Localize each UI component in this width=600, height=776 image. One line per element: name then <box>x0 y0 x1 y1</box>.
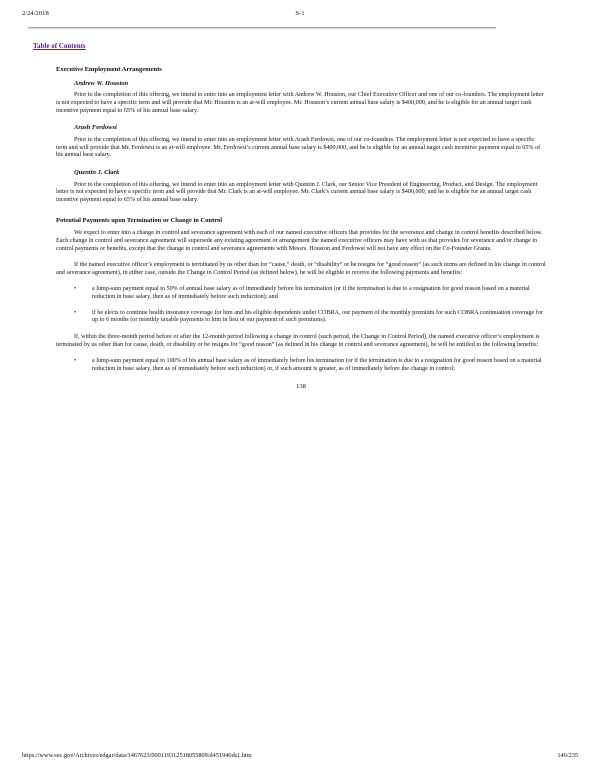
print-header <box>22 10 578 22</box>
bullet-icon: • <box>74 309 77 316</box>
print-date: 2/24/2018 <box>22 10 49 17</box>
bullet-icon: • <box>74 286 77 293</box>
list-item <box>56 310 546 325</box>
table-of-contents-link[interactable]: Table of Contents <box>33 42 86 50</box>
document-body <box>56 66 546 390</box>
print-footer <box>22 752 578 762</box>
header-divider <box>28 27 496 29</box>
paragraph-outside-period: If the named executive officer’s employment is terminated by us other than for “cause,” death, or “disability” or he resigns for “good reason” (as such terms are defined in his change in control and severance agreement), in either case, outside the Change in Control Period (as defined below), he will be eligible to receive the following payments and benefits: <box>56 262 546 276</box>
subheading-clark: Quentin J. Clark <box>74 168 120 176</box>
print-title: S-1 <box>295 10 305 17</box>
subheading-houston: Andrew W. Houston <box>74 79 129 87</box>
print-page-count: 146/235 <box>557 752 578 759</box>
paragraph-houston: Prior to the completion of this offering, we intend to enter into an employment letter with Andrew W. Houston, our Chief Executive Officer and one of our co-founders. The employment letter is not expected to have a specific term and will provide that Mr. Houston is an at-will employee. Mr. Houston’s current annual base salary is $400,000, and he is eligible for an annual target cash incentive payment equal to 65% of his annual base salary. <box>56 92 544 114</box>
section-heading-executive-employment: Executive Employment Arrangements <box>56 66 162 73</box>
list-item <box>56 358 546 373</box>
list-item-text: if he elects to continue health insurance coverage for him and his eligible dependents under COBRA, our payment of the monthly premium for such COBRA continuation coverage for up to 6 months (or monthly taxable payments to him in lieu of our payment of such premiums). <box>92 309 543 324</box>
bullet-list-within-period <box>56 358 546 373</box>
bullet-list-outside-period <box>56 286 546 325</box>
subheading-ferdowsi: Arash Ferdowsi <box>74 124 117 132</box>
paragraph-ferdowsi: Prior to the completion of this offering, we intend to enter into an employment letter with Arash Ferdowsi, one of our co-founders. The employment letter is not expected to have a specific term and will provide that Mr. Ferdowsi is an at-will employee. Mr. Ferdowsi’s current annual base salary is $400,000, and he is eligible for an annual target cash incentive payment equal to 65% of his annual base salary. <box>56 136 541 159</box>
paragraph-within-period: If, within the three-month period before or after the 12-month period following a change in control (such period, the Change in Control Period), the named executive officer’s employment is terminated by us other than for cause, death, or disability or he resigns for “good reason” (as defined in his change in control and severance agreement), he will be entitled to the following benefits: <box>56 334 540 348</box>
page-number: 138 <box>296 382 306 390</box>
bullet-icon: • <box>74 358 77 365</box>
paragraph-clark: Prior to the completion of this offering, we intend to enter into an employment letter with Quentin J. Clark, our Senior Vice President of Engineering, Product, and Design. The employment letter is not expected to have a specific term and will provide that Mr. Clark is an at-will employee. Mr. Clark’s current annual base salary is $400,000, and he is eligible for an annual target cash incentive payment equal to 65% of his annual base salary. <box>56 181 538 203</box>
section-heading-termination: Potential Payments upon Termination or Change in Control <box>56 216 223 224</box>
paragraph-termination-intro: We expect to enter into a change in control and severance agreement with each of our named executive officers that provides for the severance and change in control benefits described below. Each change in control and severance agreement will supersede any existing agreement or arrangement the named executive officers may have with us that provides for severance and/or change in control payments or benefits, except that the change in control and severance agreements with Messrs. Houston and Ferdowsi will not have any effect on the Co-Founder Grants. <box>56 230 543 252</box>
print-url: https://www.sec.gov/Archives/edgar/data/1467623/000119312518055809/d451946ds1.htm <box>22 752 252 759</box>
list-item-text: a lump-sum payment equal to 50% of annual base salary as of immediately before his termination (or if the termination is due to a resignation for good reason based on a material reduction in base salary, then as of immediately before such reduction); and <box>92 286 530 301</box>
list-item-text: a lump-sum payment equal to 100% of his annual base salary as of immediately before his termination (or if the termination is due to a resignation for good reason based on a material reduction in base salary, then as of immediately before such reduction) or, if such amount is greater, as of immediately before the change in control; <box>92 358 542 373</box>
list-item <box>56 286 546 301</box>
